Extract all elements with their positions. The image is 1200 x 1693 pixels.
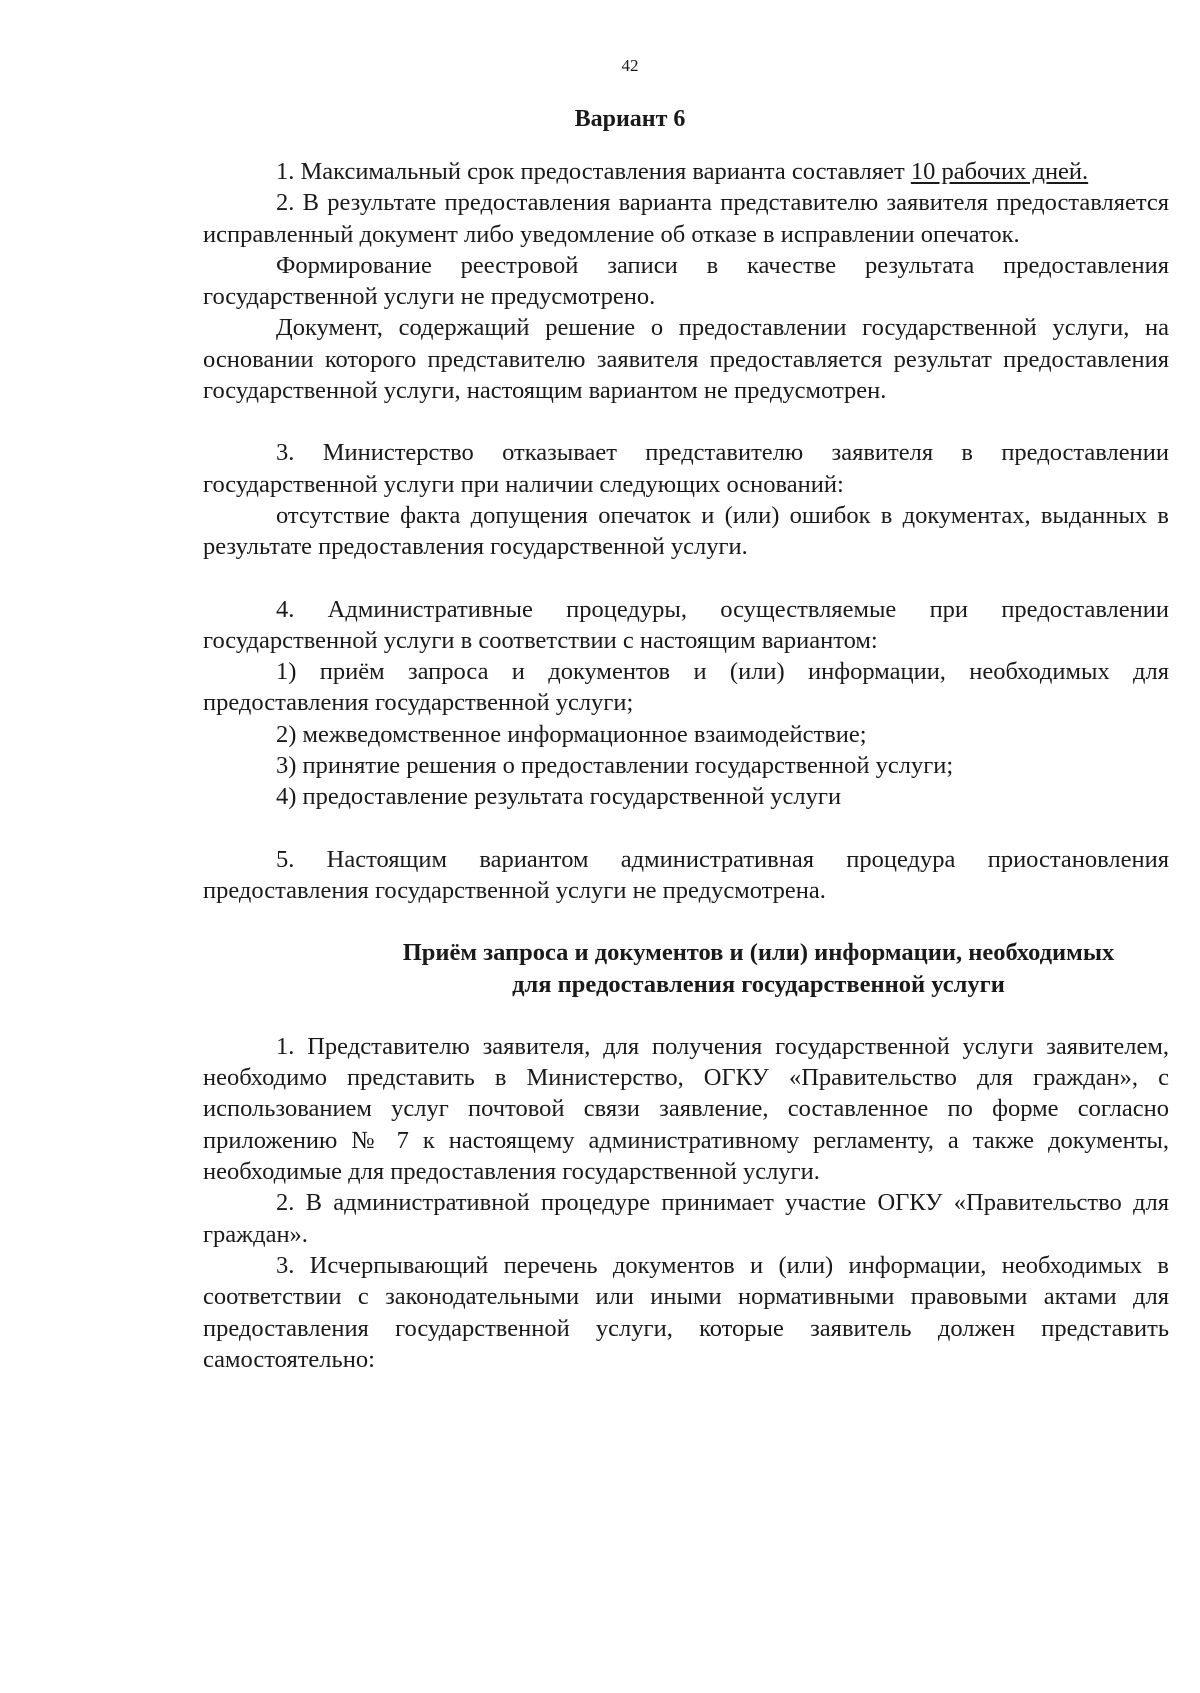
paragraph-admin-procedures: 4. Административные процедуры, осуществляемые при предоставлении государственной услуги в соответствии с настоящим вариантом: [203, 595, 1169, 654]
section-heading [203, 937, 1169, 1000]
section-heading-line-2: для предоставления государственной услуги [512, 970, 1005, 998]
section-paragraph-2: 2. В административной процедуре принимает участие ОГКУ «Правительство для граждан». [203, 1189, 1169, 1248]
section-heading-line-1: Приём запроса и документов и (или) информации, необходимых [402, 939, 1115, 967]
paragraph-result: 2. В результате предоставления варианта представителю заявителя предоставляется исправленный документ либо уведомление об отказе в исправлении опечаток. [203, 189, 1169, 248]
paragraph-refusal-ground-item: отсутствие факта допущения опечаток и (или) ошибок в документах, выданных в результате предоставления государственной услуги. [203, 501, 1169, 561]
document-body [203, 156, 1169, 1375]
section-paragraph-1: 1. Представителю заявителя, для получения государственной услуги заявителем, необходимо представить в Министерство, ОГКУ «Правительство для граждан», с использованием услуг почтовой связи заявление, составленное по форме согласно приложению № 7 к настоящему административному регламенту, а также документы, необходимые для предоставления государственной услуги. [203, 1032, 1169, 1186]
max-term-underlined: 10 рабочих дней. [910, 158, 1089, 185]
paragraph-suspension: 5. Настоящим вариантом административная процедура приостановления предоставления государственной услуги не предусмотрена. [203, 845, 1169, 904]
procedure-item-4: 4) предоставление результата государственной услуги [276, 783, 842, 811]
procedure-item-1: 1) приём запроса и документов и (или) информации, необходимых для предоставления государственной услуги; [203, 658, 1169, 717]
paragraph-registry-record: Формирование реестровой записи в качестве результата предоставления государственной услуги не предусмотрено. [203, 251, 1169, 311]
page-number: 42 [621, 56, 639, 75]
max-term-text: 1. Максимальный срок предоставления варианта составляет [276, 158, 911, 185]
variant-title: Вариант 6 [574, 106, 686, 132]
paragraph-refusal-grounds: 3. Министерство отказывает представителю заявителя в предоставлении государственной услуги при наличии следующих оснований: [203, 439, 1169, 498]
paragraph-decision-document: Документ, содержащий решение о предоставлении государственной услуги, на основании которого представителю заявителя предоставляется результат предоставления государственной услуги, настоящим вариантом не предусмотрен. [203, 314, 1169, 405]
procedure-item-3: 3) принятие решения о предоставлении государственной услуги; [276, 752, 954, 780]
paragraph-max-term [203, 156, 1169, 187]
section-paragraph-3: 3. Исчерпывающий перечень документов и (или) информации, необходимых в соответствии с законодательными или иными нормативными правовыми актами для предоставления государственной услуги, которые заявитель должен представить самостоятельно: [203, 1251, 1169, 1373]
procedure-item-2: 2) межведомственное информационное взаимодействие; [276, 720, 867, 748]
